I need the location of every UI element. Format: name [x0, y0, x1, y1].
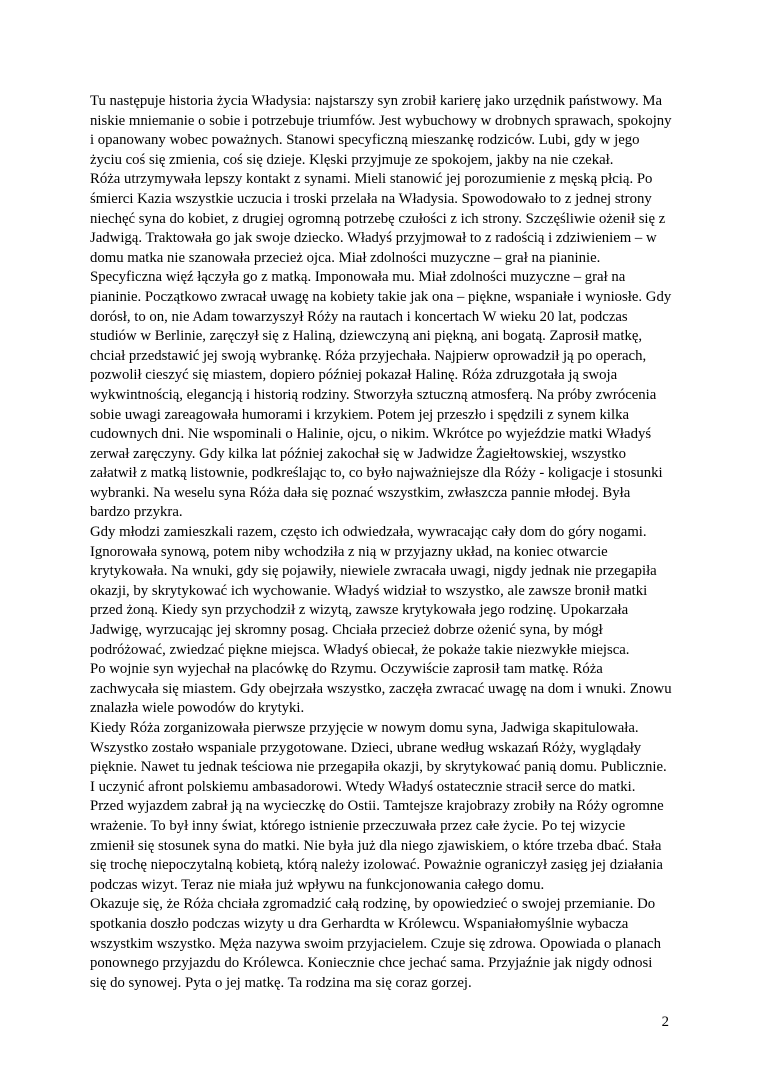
paragraph-3: Gdy młodzi zamieszkali razem, często ich odwiedzała, wywracając cały dom do góry nogami. Ignorowała synową, potem niby wchodziła z nią w przyjazny układ, na koniec otwarcie krytykowała. Na wnuki, gdy się pojawiły, niewiele zwracała uwagi, nigdy jednak nie przegapiła okazji, by skrytykować ich wychowanie. Władyś widział to wszystko, ale zawsze bronił matki przed żoną. Kiedy syn przychodził z wizytą, zawsze krytykowała jego rodzinę. Upokarzała Jadwigę, wyrzucając jej skromny posag. Chciała przecież dobrze ożenić syna, by mógł podróżować, zwiedzać piękne miejsca. Władyś obiecał, że pokaże takie niezwykłe miejsca.	[90, 524, 657, 658]
body-text	[90, 92, 672, 993]
paragraph-6: Okazuje się, że Róża chciała zgromadzić całą rodzinę, by opowiedzieć o swojej przemianie. Do spotkania doszło podczas wizyty u dra Gerhardta w Królewcu. Wspaniałomyślnie wybacza wszystkim wszystko. Męża nazywa swoim przyjacielem. Czuje się zdrowa. Opowiada o planach ponownego przyjazdu do Królewca. Koniecznie chce jechać sama. Przyjaźnie jak nigdy odnosi się do synowej. Pyta o jej matkę. Ta rodzina ma się coraz gorzej.	[90, 896, 661, 991]
paragraph-2: Róża utrzymywała lepszy kontakt z synami. Mieli stanowić jej porozumienie z męską płcią. Po śmierci Kazia wszystkie uczucia i troski przelała na Władysia. Spowodowało to z jednej strony niechęć syna do kobiet, z drugiej ogromną potrzebę czułości z ich strony. Szczęśliwie ożenił się z Jadwigą. Traktowała go jak swoje dziecko. Władyś przyjmował to z radością i zdziwieniem – w domu matka nie szanowała przecież ojca. Miał zdolności muzyczne – grał na pianinie. Specyficzna więź łączyła go z matką. Imponowała mu. Miał zdolności muzyczne – grał na pianinie. Początkowo zwracał uwagę na kobiety takie jak ona – piękne, wspaniałe i wyniosłe. Gdy dorósł, to on, nie Adam towarzyszył Róży na rautach i koncertach W wieku 20 lat, podczas studiów w Berlinie, zaręczył się z Haliną, dziewczyną ani piękną, ani bogatą. Zaprosił matkę, chciał przedstawić jej swoją wybrankę. Róża przyjechała. Najpierw oprowadził ją po operach, pozwolił cieszyć się miastem, dopiero później pokazał Halinę. Róża zdruzgotała ją swoja wykwintnością, elegancją i historią rodziny. Stworzyła sztuczną atmosferą. Na próby zwrócenia sobie uwagi zareagowała humorami i krzykiem. Potem jej przeszło i spędzili z synem kilka cudownych dni. Nie wspominali o Halinie, ojcu, o nikim. Wkrótce po wyjeździe matki Władyś zerwał zaręczyny. Gdy kilka lat później zakochał się w Jadwidze Żagiełtowskiej, wszystko załatwił z matką listownie, podkreślając to, co było najważniejsze dla Róży - koligacje i stosunki wybranki. Na weselu syna Róża dała się poznać wszystkim, zwłaszcza pannie młodej. Była bardzo przykra.	[90, 171, 672, 521]
paragraph-1: Tu następuje historia życia Władysia: najstarszy syn zrobił karierę jako urzędnik państwowy. Ma niskie mniemanie o sobie i potrzebuje triumfów. Jest wybuchowy w drobnych sprawach, spokojny i opanowany wobec poważnych. Stanowi specyficzną mieszankę rodziców. Lubi, gdy w jego życiu coś się zmienia, coś się dzieje. Klęski przyjmuje ze spokojem, jakby na nie czekał.	[90, 93, 672, 168]
page-number: 2	[661, 1014, 669, 1030]
paragraph-5: Kiedy Róża zorganizowała pierwsze przyjęcie w nowym domu syna, Jadwiga skapitulowała. Wszystko zostało wspaniale przygotowane. Dzieci, ubrane według wskazań Róży, wyglądały pięknie. Nawet tu jednak teściowa nie przegapiła okazji, by skrytykować panią domu. Publicznie. I uczynić afront polskiemu ambasadorowi. Wtedy Władyś ostatecznie stracił serce do matki. Przed wyjazdem zabrał ją na wycieczkę do Ostii. Tamtejsze krajobrazy zrobiły na Róży ogromne wrażenie. To był inny świat, którego istnienie przeczuwała przez całe życie. Po tej wizycie zmienił się stosunek syna do matki. Nie była już dla niego zjawiskiem, o które trzeba dbać. Stała się trochę niepoczytalną kobietą, którą należy izolować. Poważnie ograniczył zasięg jej działania podczas wizyt. Teraz nie miała już wpływu na funkcjonowania całego domu.	[90, 720, 667, 893]
paragraph-4: Po wojnie syn wyjechał na placówkę do Rzymu. Oczywiście zaprosił tam matkę. Róża zachwycała się miastem. Gdy obejrzała wszystko, zaczęła zwracać uwagę na dom i wnuki. Znowu znalazła wiele powodów do krytyki.	[90, 661, 672, 717]
